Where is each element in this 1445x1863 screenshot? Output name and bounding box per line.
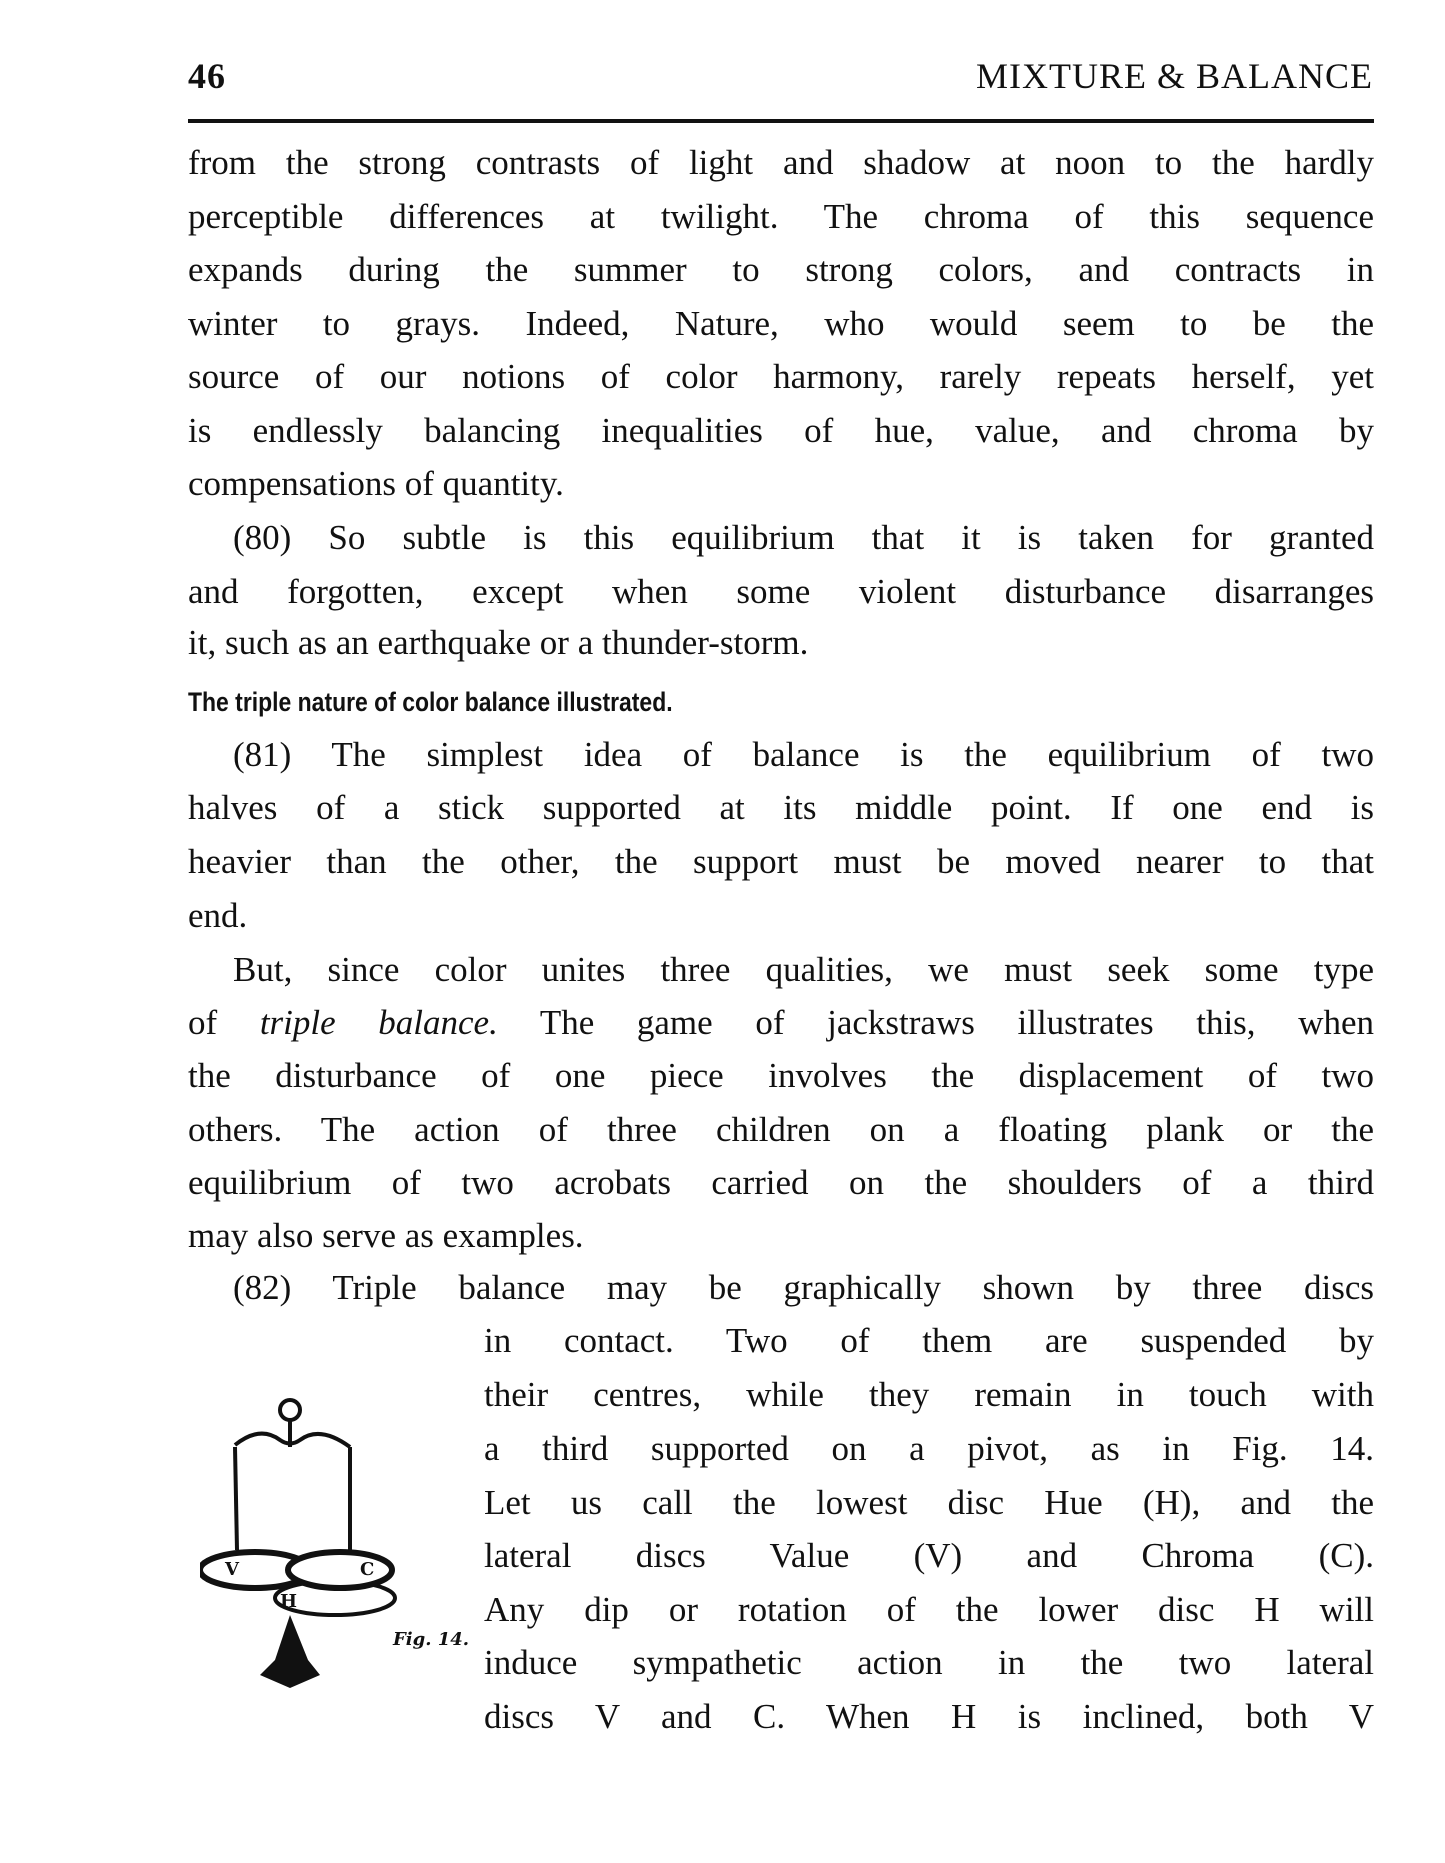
label-c: C bbox=[360, 1559, 375, 1580]
text-line: their centres, while they remain in touch with bbox=[484, 1375, 1374, 1414]
suspension-ring bbox=[280, 1400, 300, 1420]
text-line: discs V and C. When H is inclined, both V bbox=[484, 1697, 1374, 1736]
text-line: and forgotten, except when some violent disturbance disarranges bbox=[188, 572, 1374, 611]
left-rod bbox=[235, 1447, 237, 1550]
label-h: H bbox=[280, 1591, 298, 1612]
text-line: a third supported on a pivot, as in Fig. 14. bbox=[484, 1429, 1374, 1468]
italic-phrase: triple balance. bbox=[259, 1003, 498, 1042]
running-title: MIXTURE & BALANCE bbox=[976, 56, 1373, 96]
text-line: from the strong contrasts of light and shadow at noon to the hardly bbox=[188, 143, 1374, 182]
text-line: equilibrium of two acrobats carried on the shoulders of a third bbox=[188, 1163, 1374, 1202]
text-line: (81) The simplest idea of balance is the equilibrium of two bbox=[233, 735, 1374, 774]
text-line bbox=[188, 1001, 1374, 1045]
text-line: But, since color unites three qualities, we must seek some type bbox=[233, 950, 1374, 989]
text-line: heavier than the other, the support must be moved nearer to that bbox=[188, 842, 1374, 881]
text-line: is endlessly balancing inequalities of hue, value, and chroma by bbox=[188, 411, 1374, 450]
text-segment: The game of jackstraws illustrates this, when bbox=[497, 1003, 1375, 1042]
pivot-stand bbox=[260, 1615, 320, 1688]
text-line: perceptible differences at twilight. The chroma of this sequence bbox=[188, 197, 1374, 236]
text-line: expands during the summer to strong colors, and contracts in bbox=[188, 250, 1374, 289]
text-line: lateral discs Value (V) and Chroma (C). bbox=[484, 1536, 1374, 1575]
text-segment: of bbox=[188, 1003, 260, 1042]
text-line: compensations of quantity. bbox=[188, 464, 564, 503]
text-line: Let us call the lowest disc Hue (H), and the bbox=[484, 1483, 1374, 1522]
text-line: in contact. Two of them are suspended by bbox=[484, 1321, 1374, 1360]
figure-14-triple-balance bbox=[200, 1385, 470, 1705]
section-heading: The triple nature of color balance illustrated. bbox=[188, 687, 673, 717]
label-v: V bbox=[225, 1559, 239, 1580]
text-line: the disturbance of one piece involves the displacement of two bbox=[188, 1056, 1374, 1095]
text-line: halves of a stick supported at its middle point. If one end is bbox=[188, 788, 1374, 827]
text-line: winter to grays. Indeed, Nature, who would seem to be the bbox=[188, 304, 1374, 343]
text-line: (82) Triple balance may be graphically shown by three discs bbox=[233, 1268, 1374, 1307]
text-line: may also serve as examples. bbox=[188, 1216, 584, 1255]
text-line: it, such as an earthquake or a thunder-storm. bbox=[188, 623, 809, 662]
header-rule bbox=[188, 119, 1374, 123]
text-line: source of our notions of color harmony, rarely repeats herself, yet bbox=[188, 357, 1374, 396]
text-line: (80) So subtle is this equilibrium that it is taken for granted bbox=[233, 518, 1374, 557]
text-line: end. bbox=[188, 896, 248, 935]
text-line: Any dip or rotation of the lower disc H will bbox=[484, 1590, 1374, 1629]
chroma-disc bbox=[288, 1552, 392, 1588]
text-line: others. The action of three children on a floating plank or the bbox=[188, 1110, 1374, 1149]
text-line: induce sympathetic action in the two lateral bbox=[484, 1643, 1374, 1682]
figure-caption: Fig. 14. bbox=[393, 1629, 470, 1650]
page-number: 46 bbox=[188, 56, 226, 96]
balance-beam bbox=[235, 1434, 350, 1447]
